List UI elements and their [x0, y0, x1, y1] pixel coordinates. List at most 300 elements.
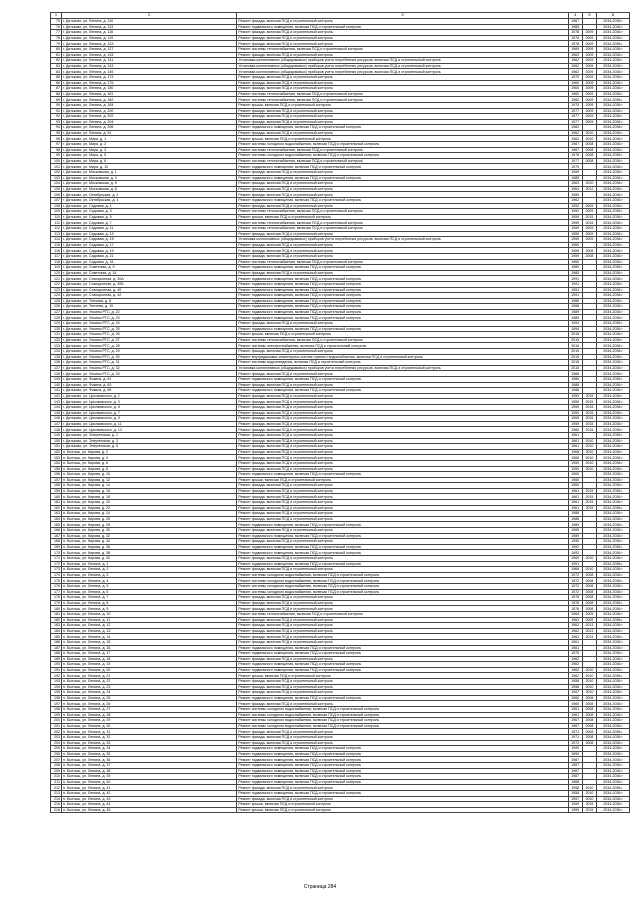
year-built-cell: 1961 — [568, 712, 582, 718]
year-built-cell: 1959 — [568, 225, 582, 231]
period-cell: 2034-2036 г — [597, 97, 630, 103]
row-number: 182 — [51, 617, 62, 623]
year-built-cell: 1988 — [568, 511, 582, 517]
year-built-cell: 1988 — [568, 298, 582, 304]
period-cell: 2034-2036 г — [597, 718, 630, 724]
period-cell: 2034-2036 г — [597, 511, 630, 517]
row-number: 79 — [51, 41, 62, 47]
year-repair-cell: 2008 — [582, 707, 596, 713]
work-type-cell: Ремонт фасада, включая ПСД и строительный контроль — [237, 203, 568, 209]
address-cell: г. Дятьково, ул. Ленина, д. 204 — [61, 119, 236, 125]
year-built-cell: 2015 — [568, 365, 582, 371]
period-cell: 2034-2036 г — [597, 58, 630, 64]
year-built-cell: 1992 — [568, 544, 582, 550]
period-cell: 2034-2036 г — [597, 438, 630, 444]
work-type-cell: Ремонт фасада, включая ПСД и строительный контроль — [237, 628, 568, 634]
row-number: 168 — [51, 539, 62, 545]
work-type-cell: Ремонт фасада, включая ПСД и строительный контроль — [237, 466, 568, 472]
period-cell: 2034-2036 г — [597, 377, 630, 383]
period-cell: 2034-2036 г — [597, 785, 630, 791]
address-cell: г. Дятьково, ул. Ленина, д. 181 — [61, 91, 236, 97]
address-cell: г. Дятьково, ул. Циолковского, д. 11 — [61, 421, 236, 427]
row-number: 147 — [51, 421, 62, 427]
row-number: 144 — [51, 404, 62, 410]
work-type-cell: Ремонт системы теплоснабжения, включая ПСД и строительный контроль — [237, 97, 568, 103]
year-repair-cell: 2009 — [582, 611, 596, 617]
address-cell: п. Бытошь, ул. Кирова, д. 40 — [61, 556, 236, 562]
year-repair-cell: 2008 — [582, 695, 596, 701]
period-cell: 2034-2036 г — [597, 237, 630, 243]
address-cell: п. Бытошь, ул. Ленина, д. 45 — [61, 807, 236, 813]
address-cell: п. Бытошь, ул. Ленина, д. 23 — [61, 684, 236, 690]
address-cell: г. Дятьково, ул. Циолковского, д. 1 — [61, 393, 236, 399]
year-built-cell: 1960 — [568, 477, 582, 483]
work-type-cell: Ремонт фасада, включая ПСД и строительный контроль — [237, 130, 568, 136]
work-type-cell: Ремонт фасада, включая ПСД и строительный контроль — [237, 170, 568, 176]
year-built-cell: 1978 — [568, 30, 582, 36]
period-cell: 2034-2036 г — [597, 550, 630, 556]
period-cell: 2034-2036 г — [597, 298, 630, 304]
work-type-cell: Ремонт системы водоотведения, включая ПСД и строительный контроль — [237, 360, 568, 366]
address-cell: г. Дятьково, ул. Энергетиков, д. 5 — [61, 444, 236, 450]
year-repair-cell: 2009 — [582, 58, 596, 64]
row-number: 166 — [51, 528, 62, 534]
row-number: 109 — [51, 209, 62, 215]
year-repair-cell: 2008 — [582, 595, 596, 601]
work-type-cell: Ремонт фасада, включая ПСД и строительный контроль — [237, 80, 568, 86]
period-cell: 2034-2036 г — [597, 623, 630, 629]
year-built-cell: 1962 — [568, 130, 582, 136]
year-built-cell: 1962 — [568, 634, 582, 640]
year-built-cell: 1959 — [568, 220, 582, 226]
year-repair-cell: 2013 — [582, 623, 596, 629]
column-number: 1 — [51, 13, 62, 19]
year-repair-cell: 2015 — [582, 807, 596, 813]
year-built-cell: 1962 — [568, 136, 582, 142]
period-cell: 2034-2036 г — [597, 695, 630, 701]
year-built-cell: 1960 — [568, 97, 582, 103]
address-cell: п. Бытошь, ул. Кирова, д. 4 — [61, 455, 236, 461]
work-type-cell: Ремонт системы холодного водоснабжения, включая ПСД и строительный контроль — [237, 718, 568, 724]
year-repair-cell: 2009 — [582, 91, 596, 97]
period-cell: 2034-2036 г — [597, 421, 630, 427]
year-repair-cell: 2009 — [582, 203, 596, 209]
work-type-cell: Ремонт фасада, включая ПСД и строительный контроль — [237, 248, 568, 254]
row-number: 113 — [51, 231, 62, 237]
row-number: 78 — [51, 35, 62, 41]
period-cell: 2034-2036 г — [597, 528, 630, 534]
row-number: 93 — [51, 119, 62, 125]
address-cell: г. Дятьково, ул. Ленина, д. 173 — [61, 74, 236, 80]
year-built-cell: 1959 — [568, 393, 582, 399]
period-cell: 2034-2036 г — [597, 203, 630, 209]
year-built-cell: 1961 — [568, 707, 582, 713]
work-type-cell: Ремонт подвального помещения, включая ПСД и строительный контроль — [237, 198, 568, 204]
address-cell: п. Бытошь, ул. Кирова, д. 6 — [61, 460, 236, 466]
address-cell: г. Дятьково, ул. Циолковского, д. 7 — [61, 410, 236, 416]
address-cell: п. Бытошь, ул. Кирова, д. 38 — [61, 550, 236, 556]
address-cell: г. Дятьково, ул. Ульяны РТС, д. 27 — [61, 337, 236, 343]
work-type-cell: Ремонт фасада, включая ПСД и строительный контроль — [237, 432, 568, 438]
address-cell: г. Дятьково, ул. Ленина, д. 206 — [61, 125, 236, 131]
period-cell: 2034-2036 г — [597, 583, 630, 589]
period-cell: 2034-2036 г — [597, 186, 630, 192]
row-number: 81 — [51, 52, 62, 58]
address-cell: г. Дятьково, ул. Ульяны РТС, д. 28 — [61, 343, 236, 349]
row-number: 149 — [51, 432, 62, 438]
period-cell: 2034-2036 г — [597, 354, 630, 360]
year-built-cell: 1959 — [568, 231, 582, 237]
year-built-cell: 1961 — [568, 494, 582, 500]
row-number: 102 — [51, 170, 62, 176]
year-built-cell: 1959 — [568, 404, 582, 410]
work-type-cell: Ремонт системы холодного водоснабжения, включая ПСД и строительный контроль — [237, 153, 568, 159]
year-built-cell: 1957 — [568, 796, 582, 802]
address-cell: г. Дятьково, ул. Советская, д. 14 — [61, 270, 236, 276]
year-repair-cell: 2009 — [582, 80, 596, 86]
work-type-cell: Ремонт подвального помещения, включая ПСД и строительный контроль — [237, 544, 568, 550]
address-cell: п. Бытошь, ул. Ленина, д. 14 — [61, 634, 236, 640]
year-built-cell: 1971 — [568, 735, 582, 741]
work-type-cell: Ремонт системы холодного водоснабжения, включая ПСД и строительный контроль — [237, 723, 568, 729]
work-type-cell: Ремонт фасада, включая ПСД и строительный контроль — [237, 416, 568, 422]
address-cell: п. Бытошь, ул. Кирова, д. 20 — [61, 500, 236, 506]
work-type-cell: Ремонт системы теплоснабжения, включая ПСД и строительный контроль — [237, 225, 568, 231]
year-built-cell: 1985 — [568, 270, 582, 276]
address-cell: г. Дятьково, ул. Московская, д. 3 — [61, 175, 236, 181]
address-cell: г. Дятьково, ул. Энергетиков, д. 1 — [61, 432, 236, 438]
row-number: 90 — [51, 102, 62, 108]
period-cell: 2034-2036 г — [597, 153, 630, 159]
row-number: 99 — [51, 153, 62, 159]
work-type-cell: Ремонт подвального помещения, включая ПСД и строительный контроль — [237, 651, 568, 657]
address-cell: г. Дятьково, ул. Ленина, д. 113 — [61, 24, 236, 30]
work-type-cell: Ремонт системы теплоснабжения, включая ПСД и строительный контроль — [237, 158, 568, 164]
period-cell: 2034-2036 г — [597, 707, 630, 713]
row-number: 137 — [51, 365, 62, 371]
row-number: 112 — [51, 225, 62, 231]
year-built-cell: 1989 — [568, 315, 582, 321]
row-number: 193 — [51, 679, 62, 685]
address-cell: г. Дятьково, ул. Садовая, д. 13 — [61, 231, 236, 237]
year-repair-cell: 2008 — [582, 600, 596, 606]
period-cell: 2034-2036 г — [597, 790, 630, 796]
row-number: 123 — [51, 287, 62, 293]
address-cell: г. Дятьково, ул. Ленина, д. 175 — [61, 80, 236, 86]
year-built-cell: 1959 — [568, 807, 582, 813]
address-cell: г. Дятьково, ул. Садовая, д. 21 — [61, 253, 236, 259]
row-number: 214 — [51, 796, 62, 802]
year-built-cell: 1960 — [568, 86, 582, 92]
address-cell: г. Дятьково, ул. Ленина, д. 91 — [61, 130, 236, 136]
period-cell: 2034-2036 г — [597, 427, 630, 433]
address-cell: п. Бытошь, ул. Ленина, д. 9 — [61, 606, 236, 612]
work-type-cell: Ремонт фасада, включая ПСД и строительный контроль — [237, 404, 568, 410]
row-number: 114 — [51, 237, 62, 243]
year-built-cell: 1959 — [568, 466, 582, 472]
period-cell: 2034-2036 г — [597, 460, 630, 466]
work-type-cell: Ремонт подвального помещения, включая ПСД и строительный контроль — [237, 762, 568, 768]
address-cell: п. Бытошь, ул. Ленина, д. 40 — [61, 779, 236, 785]
year-repair-cell: 2010 — [582, 667, 596, 673]
period-cell: 2034-2036 г — [597, 248, 630, 254]
work-type-cell: Ремонт фасада, включая ПСД и строительный контроль — [237, 231, 568, 237]
year-built-cell: 1989 — [568, 528, 582, 534]
address-cell: п. Бытошь, ул. Кирова, д. 32 — [61, 533, 236, 539]
address-cell: г. Дятьково, ул. Садовая, д. 15 — [61, 237, 236, 243]
work-type-cell: Ремонт фасада, включая ПСД и строительный контроль — [237, 785, 568, 791]
address-cell: г. Дятьково, ул. Садовая, д. 5 — [61, 214, 236, 220]
work-type-cell: Ремонт фасада, включая ПСД и строительный контроль — [237, 181, 568, 187]
address-cell: п. Бытошь, ул. Ленина, д. 29 — [61, 718, 236, 724]
address-cell: г. Дятьково, ул. Ленина, д. 143 — [61, 63, 236, 69]
work-type-cell: Ремонт крыши, включая ПСД и строительный контроль — [237, 807, 568, 813]
year-built-cell: 1959 — [568, 253, 582, 259]
row-number: 188 — [51, 651, 62, 657]
row-number: 132 — [51, 337, 62, 343]
row-number: 116 — [51, 248, 62, 254]
row-number: 174 — [51, 572, 62, 578]
row-number: 88 — [51, 91, 62, 97]
year-built-cell: 1972 — [568, 589, 582, 595]
year-repair-cell: 2008 — [582, 572, 596, 578]
period-cell: 2034-2036 г — [597, 170, 630, 176]
period-cell: 2034-2036 г — [597, 304, 630, 310]
row-number: 197 — [51, 701, 62, 707]
work-type-cell: Ремонт системы холодного водоснабжения, включая ПСД и строительный контроль — [237, 707, 568, 713]
period-cell: 2034-2036 г — [597, 667, 630, 673]
work-type-cell: Ремонт фасада, включая ПСД и строительный контроль — [237, 74, 568, 80]
work-type-cell: Ремонт фасада, включая ПСД и строительный контроль — [237, 444, 568, 450]
address-cell: п. Бытошь, ул. Ленина, д. 22 — [61, 679, 236, 685]
year-built-cell: 1952 — [568, 209, 582, 215]
year-built-cell: 1987 — [568, 757, 582, 763]
year-repair-cell: 2008 — [582, 583, 596, 589]
year-built-cell: 1978 — [568, 606, 582, 612]
period-cell: 2034-2036 г — [597, 645, 630, 651]
year-repair-cell: 2010 — [582, 684, 596, 690]
row-number: 131 — [51, 332, 62, 338]
address-cell: п. Бытошь, ул. Кирова, д. 24 — [61, 511, 236, 517]
period-cell: 2034-2036 г — [597, 276, 630, 282]
year-built-cell: 1979 — [568, 164, 582, 170]
work-type-cell: Ремонт подвального помещения, включая ПСД и строительный контроль — [237, 561, 568, 567]
address-cell: г. Дятьково, ул. Московская, д. 1 — [61, 170, 236, 176]
row-number: 201 — [51, 723, 62, 729]
row-number: 119 — [51, 265, 62, 271]
row-number: 134 — [51, 349, 62, 355]
row-number: 213 — [51, 790, 62, 796]
row-number: 130 — [51, 326, 62, 332]
period-cell: 2034-2036 г — [597, 192, 630, 198]
row-number: 200 — [51, 718, 62, 724]
address-cell: п. Бытошь, ул. Ленина, д. 36 — [61, 757, 236, 763]
work-type-cell: Ремонт подвального помещения, включая ПСД и строительный контроль — [237, 287, 568, 293]
period-cell: 2034-2036 г — [597, 158, 630, 164]
address-cell: г. Дятьково, ул. Мира, д. 2 — [61, 142, 236, 148]
address-cell: п. Бытошь, ул. Ленина, д. 12 — [61, 623, 236, 629]
row-number: 127 — [51, 309, 62, 315]
address-cell: п. Бытошь, ул. Кирова, д. 34 — [61, 539, 236, 545]
period-cell: 2034-2036 г — [597, 729, 630, 735]
address-cell: г. Дятьково, ул. Ленина, д. 133 — [61, 52, 236, 58]
year-built-cell: 1977 — [568, 158, 582, 164]
row-number: 152 — [51, 449, 62, 455]
work-type-cell: Ремонт фасада, включая ПСД и строительный контроль — [237, 488, 568, 494]
year-repair-cell: 2009 — [582, 86, 596, 92]
year-repair-cell: 2009 — [582, 231, 596, 237]
work-type-cell: Ремонт крыши, включая ПСД и строительный контроль — [237, 673, 568, 679]
year-built-cell: 1960 — [568, 483, 582, 489]
period-cell: 2034-2036 г — [597, 684, 630, 690]
work-type-cell: Ремонт фасада, включая ПСД и строительный контроль — [237, 35, 568, 41]
year-repair-cell: 2010 — [582, 790, 596, 796]
period-cell: 2034-2036 г — [597, 293, 630, 299]
period-cell: 2034-2036 г — [597, 30, 630, 36]
address-cell: г. Дятьково, ул. Станционная, д. 40 — [61, 287, 236, 293]
address-cell: г. Дятьково, ул. Энергетиков, д. 3 — [61, 438, 236, 444]
row-number: 115 — [51, 242, 62, 248]
address-cell: п. Бытошь, ул. Ленина, д. 2 — [61, 567, 236, 573]
year-built-cell: 1991 — [568, 281, 582, 287]
year-built-cell: 1988 — [568, 779, 582, 785]
work-type-cell: Ремонт фасада, включая ПСД и строительный контроль — [237, 410, 568, 416]
year-repair-cell: 2009 — [582, 41, 596, 47]
row-number: 189 — [51, 656, 62, 662]
period-cell: 2034-2036 г — [597, 46, 630, 52]
year-repair-cell: 2010 — [582, 785, 596, 791]
period-cell: 2034-2036 г — [597, 679, 630, 685]
year-repair-cell: 2009 — [582, 30, 596, 36]
year-repair-cell: 2008 — [582, 142, 596, 148]
year-repair-cell: 2015 — [582, 399, 596, 405]
row-number: 86 — [51, 80, 62, 86]
period-cell: 2034-2036 г — [597, 533, 630, 539]
period-cell: 2034-2036 г — [597, 209, 630, 215]
period-cell: 2034-2036 г — [597, 198, 630, 204]
year-built-cell: 1960 — [568, 695, 582, 701]
work-type-cell: Установка коллективных (общедомовых) приборов учета потребления ресурсов, включая ПСД и строительный контроль — [237, 365, 568, 371]
address-cell: г. Дятьково, ул. Ульяны РТС, д. 29 — [61, 349, 236, 355]
year-repair-cell: 2015 — [582, 410, 596, 416]
address-cell: п. Бытошь, ул. Ленина, д. 21 — [61, 673, 236, 679]
address-cell: г. Дятьково, ул. Ленина, д. 200 — [61, 108, 236, 114]
table-body — [51, 13, 630, 813]
year-repair-cell: 2015 — [582, 393, 596, 399]
row-number: 107 — [51, 198, 62, 204]
row-number: 106 — [51, 192, 62, 198]
row-number: 143 — [51, 399, 62, 405]
year-built-cell: 1970 — [568, 74, 582, 80]
year-built-cell: 1989 — [568, 522, 582, 528]
year-built-cell: 1964 — [568, 186, 582, 192]
period-cell: 2034-2036 г — [597, 611, 630, 617]
row-number: 198 — [51, 707, 62, 713]
row-number: 205 — [51, 746, 62, 752]
work-type-cell: Ремонт фасада, включая ПСД и строительный контроль — [237, 634, 568, 640]
address-cell: п. Бытошь, ул. Ленина, д. 15 — [61, 639, 236, 645]
address-cell: г. Дятьково, ул. Ленина, д. 141 — [61, 58, 236, 64]
work-type-cell: Ремонт фасада, включая ПСД и строительный контроль — [237, 321, 568, 327]
address-cell: п. Бытошь, ул. Ленина, д. 24 — [61, 690, 236, 696]
year-built-cell: 1967 — [568, 142, 582, 148]
year-repair-cell: 2012 — [582, 186, 596, 192]
year-built-cell: 2015 — [568, 354, 582, 360]
year-built-cell: 1959 — [568, 410, 582, 416]
work-type-cell: Ремонт системы холодного водоснабжения, включая ПСД и строительный контроль — [237, 583, 568, 589]
year-repair-cell: 2008 — [582, 578, 596, 584]
work-type-cell: Ремонт системы теплоснабжения, включая ПСД и строительный контроль — [237, 147, 568, 153]
work-type-cell: Ремонт системы холодного водоснабжения, включая ПСД и строительный контроль — [237, 712, 568, 718]
period-cell: 2034-2036 г — [597, 606, 630, 612]
period-cell: 2034-2036 г — [597, 404, 630, 410]
year-built-cell: 1962 — [568, 198, 582, 204]
row-number: 180 — [51, 606, 62, 612]
year-built-cell: 1992 — [568, 550, 582, 556]
year-repair-cell: 2015 — [582, 220, 596, 226]
year-built-cell: 1961 — [568, 438, 582, 444]
row-number: 151 — [51, 444, 62, 450]
address-cell: г. Дятьково, ул. Фокина, д. 61 — [61, 377, 236, 383]
period-cell: 2034-2036 г — [597, 175, 630, 181]
year-built-cell: 1959 — [568, 421, 582, 427]
row-number: 165 — [51, 522, 62, 528]
address-cell: п. Бытошь, ул. Ленина, д. 33 — [61, 740, 236, 746]
row-number: 170 — [51, 550, 62, 556]
address-cell: г. Дятьково, ул. Мира, д. 5 — [61, 153, 236, 159]
work-type-cell: Ремонт фасада, включая ПСД и строительный контроль — [237, 796, 568, 802]
row-number: 97 — [51, 142, 62, 148]
work-type-cell: Ремонт фасада, включая ПСД и строительный контроль — [237, 595, 568, 601]
row-number: 177 — [51, 589, 62, 595]
work-type-cell: Ремонт фасада, включая ПСД и строительный контроль — [237, 253, 568, 259]
year-built-cell: 1989 — [568, 533, 582, 539]
year-built-cell: 1985 — [568, 24, 582, 30]
period-cell: 2034-2036 г — [597, 91, 630, 97]
row-number: 204 — [51, 740, 62, 746]
row-number: 136 — [51, 360, 62, 366]
row-number: 159 — [51, 488, 62, 494]
work-type-cell: Ремонт крыши, включая ПСД и строительный контроль — [237, 802, 568, 808]
period-cell: 2034-2036 г — [597, 125, 630, 131]
address-cell: г. Дятьково, ул. Садовая, д. 19 — [61, 248, 236, 254]
year-built-cell: 1959 — [568, 237, 582, 243]
year-built-cell: 1970 — [568, 651, 582, 657]
period-cell: 2034-2036 г — [597, 522, 630, 528]
address-cell: г. Дятьково, ул. Ульяны РТС, д. 31 — [61, 360, 236, 366]
work-type-cell: Ремонт фасада, включая ПСД и строительный контроль — [237, 52, 568, 58]
year-repair-cell: 2008 — [582, 158, 596, 164]
work-type-cell: Ремонт подвального помещения, включая ПСД и строительный контроль — [237, 790, 568, 796]
address-cell: п. Бытошь, ул. Ленина, д. 16 — [61, 645, 236, 651]
period-cell: 2034-2036 г — [597, 315, 630, 321]
work-type-cell: Ремонт подвального помещения, включая ПСД и строительный контроль — [237, 695, 568, 701]
year-built-cell: 1968 — [568, 449, 582, 455]
year-repair-cell: 2010 — [582, 181, 596, 187]
work-type-cell: Ремонт фасада, включая ПСД и строительный контроль — [237, 729, 568, 735]
period-cell: 2034-2036 г — [597, 136, 630, 142]
work-type-cell: Ремонт подвального помещения, включая ПСД и строительный контроль — [237, 309, 568, 315]
address-cell: г. Дятьково, ул. Мира, д. 10 — [61, 164, 236, 170]
address-cell: п. Бытошь, ул. Кирова, д. 30 — [61, 528, 236, 534]
work-type-cell: Ремонт подвального помещения, включая ПСД и строительный контроль — [237, 768, 568, 774]
year-built-cell: 1990 — [568, 751, 582, 757]
year-repair-cell: 2009 — [582, 69, 596, 75]
year-built-cell: 1978 — [568, 153, 582, 159]
period-cell: 2034-2036 г — [597, 589, 630, 595]
work-type-cell: Ремонт подвального помещения, включая ПСД и строительный контроль — [237, 662, 568, 668]
address-cell: п. Бытошь, ул. Ленина, д. 10 — [61, 611, 236, 617]
